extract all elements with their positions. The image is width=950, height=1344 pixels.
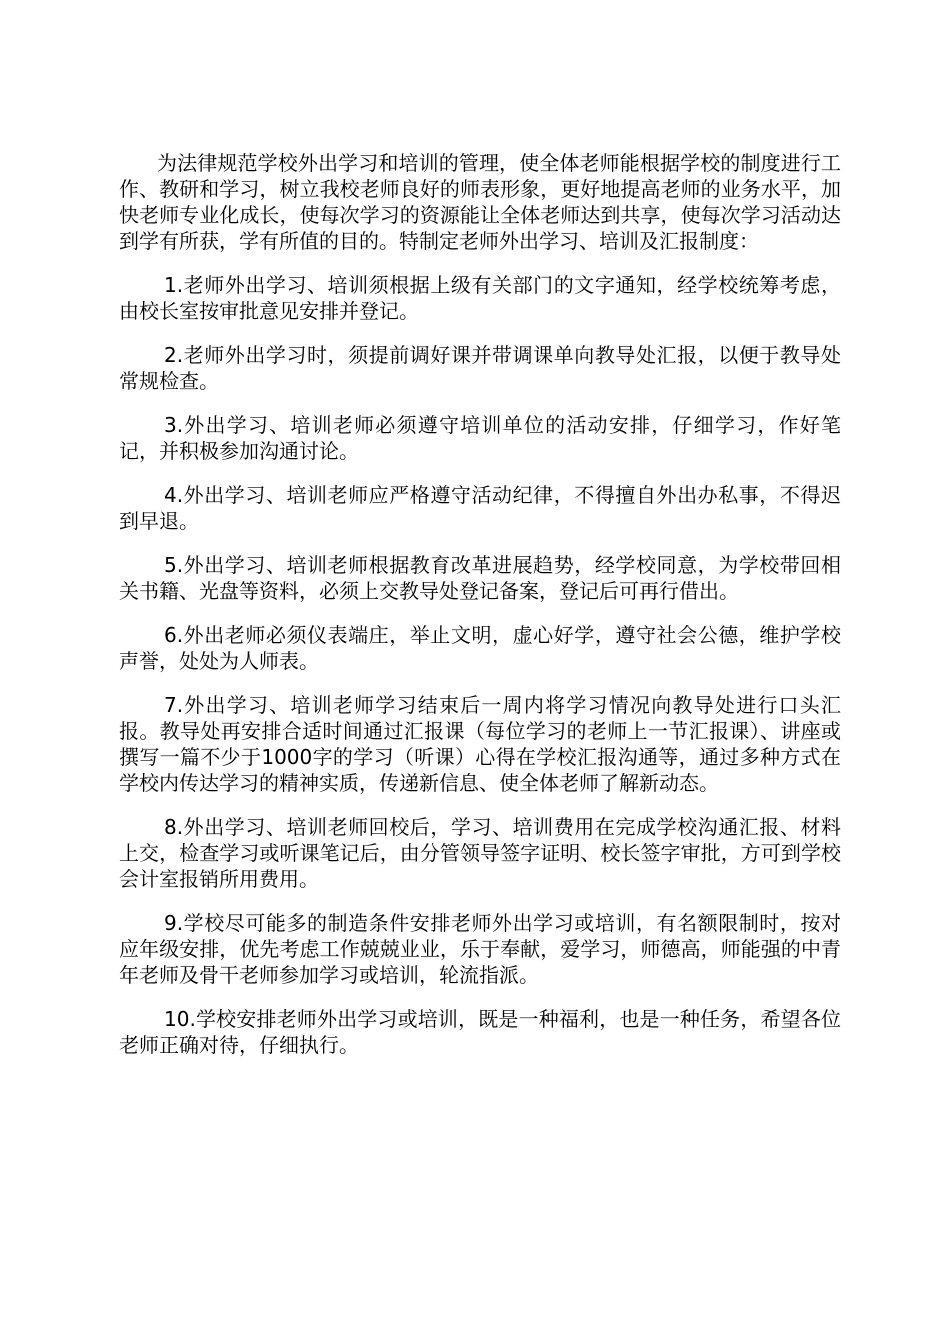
rule-item-4: 4.外出学习、培训老师应严格遵守活动纪律，不得擅自外出办私事，不得迟到早退。 [119,483,841,533]
rule-item-5: 5.外出学习、培训老师根据教育改革进展趋势，经学校同意，为学校带回相关书籍、光盘等资料，必须上交教导处登记备案，登记后可再行借出。 [119,553,841,603]
rule-item-9: 9.学校尽可能多的制造条件安排老师外出学习或培训，有名额限制时，按对应年级安排，优先考虑工作兢兢业业，乐于奉献，爱学习，师德高，师能强的中青年老师及骨干老师参加学习或培训，轮流指派。 [119,911,841,987]
rule-item-7: 7.外出学习、培训老师学习结束后一周内将学习情况向教导处进行口头汇报。教导处再安排合适时间通过汇报课（每位学习的老师上一节汇报课）、讲座或撰写一篇不少于1000字的学习（听课）心得在学校汇报沟通等，通过多种方式在学校内传达学习的精神实质，传递新信息、使全体老师了解新动态。 [119,693,841,795]
rule-item-1: 1.老师外出学习、培训须根据上级有关部门的文字通知，经学校统筹考虑，由校长室按审批意见安排并登记。 [119,273,841,323]
rule-item-3: 3.外出学习、培训老师必须遵守培训单位的活动安排，仔细学习，作好笔记，并积极参加沟通讨论。 [119,413,841,463]
rule-item-10: 10.学校安排老师外出学习或培训，既是一种福利，也是一种任务，希望各位老师正确对待，仔细执行。 [119,1007,841,1057]
rule-item-8: 8.外出学习、培训老师回校后，学习、培训费用在完成学校沟通汇报、材料上交，检查学习或听课笔记后，由分管领导签字证明、校长签字审批，方可到学校会计室报销所用费用。 [119,815,841,891]
document-body [119,150,841,1076]
intro-paragraph: 为法律规范学校外出学习和培训的管理，使全体老师能根据学校的制度进行工作、教研和学习，树立我校老师良好的师表形象，更好地提高老师的业务水平，加快老师专业化成长，使每次学习的资源能让全体老师达到共享，使每次学习活动达到学有所获，学有所值的目的。特制定老师外出学习、培训及汇报制度： [119,151,841,253]
rule-item-2: 2.老师外出学习时，须提前调好课并带调课单向教导处汇报，以便于教导处常规检查。 [119,343,841,393]
rule-item-6: 6.外出老师必须仪表端庄，举止文明，虚心好学，遵守社会公德，维护学校声誉，处处为人师表。 [119,623,841,673]
